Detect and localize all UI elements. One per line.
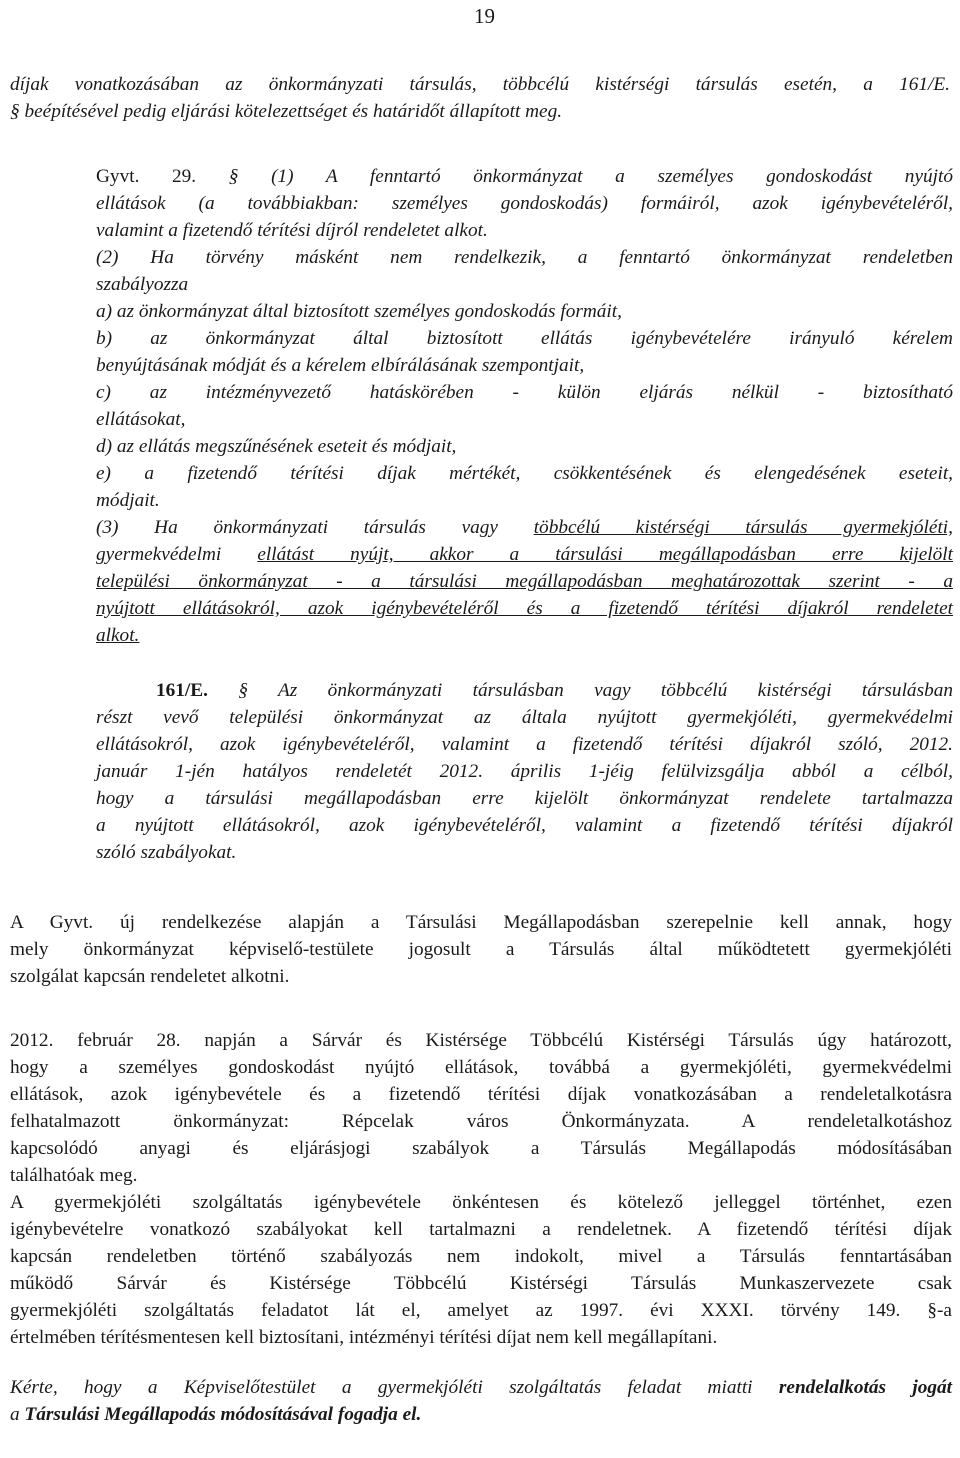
text-line: ellátások, azok igénybevétele és a fizetendő térítési díjak vonatkozásában a rendeletalkotásra	[10, 1084, 952, 1105]
text-line: ellátásokat,	[96, 409, 186, 430]
gyvt-29-section	[96, 163, 953, 649]
text-line: hogy a személyes gondoskodást nyújtó ellátások, továbbá a gyermekjóléti, gyermekvédelmi	[10, 1057, 952, 1078]
text-line: gyermekjóléti szolgáltatás feladatot lát el, amelyet az 1997. évi XXXI. törvény 149. §-a	[10, 1300, 952, 1321]
text-line: mely önkormányzat képviselő-testülete jogosult a Társulás által működtetett gyermekjóléti	[10, 939, 952, 960]
text-line: (2) Ha törvény másként nem rendelkezik, a fenntartó önkormányzat rendeletben	[96, 247, 953, 268]
decision-paragraph	[10, 1027, 952, 1351]
text-line: igénybevételre vonatkozó szabályokat kell tartalmazni a rendeletnek. A fizetendő térítési díjak	[10, 1219, 952, 1240]
list-item: d) az ellátás megszűnésének eseteit és módjait,	[96, 436, 457, 457]
list-item: e) a fizetendő térítési díjak mértékét, csökkentésének és elengedésének eseteit,	[96, 463, 953, 484]
text-line: ellátások (a továbbiakban: személyes gondoskodás) formáiról, azok igénybevételéről,	[96, 193, 953, 214]
bold-text: rendelalkotás jogát	[778, 1377, 952, 1398]
explanation-paragraph	[10, 909, 952, 990]
underlined-text: többcélú kistérségi társulás gyermekjóléti,	[533, 517, 953, 538]
text-line: gyermekvédelmi	[96, 544, 258, 565]
text-line: január 1-jén hatályos rendeletét 2012. április 1-jéig felülvizsgálja abból a célból,	[96, 761, 953, 782]
intro-paragraph	[10, 71, 950, 125]
text-line: benyújtásának módját és a kérelem elbírálásának szempontjait,	[96, 355, 585, 376]
list-item: a) az önkormányzat által biztosított személyes gondoskodás formáit,	[96, 301, 622, 322]
text-line: a nyújtott ellátásokról, azok igénybevételéről, valamint a fizetendő térítési díjakról	[96, 815, 953, 836]
text-line: § Az önkormányzati társulásban vagy többcélú kistérségi társulásban	[238, 680, 953, 701]
text-line: hogy a társulási megállapodásban erre kijelölt önkormányzat rendelete tartalmazza	[96, 788, 953, 809]
text-line: kapcsán rendeletben történő szabályozás nem indokolt, mivel a Társulás fenntartásában	[10, 1246, 952, 1267]
closing-request	[10, 1374, 952, 1428]
text-line: kapcsolódó anyagi és eljárásjogi szabályok a Társulás Megállapodás módosításában	[10, 1138, 952, 1159]
text-line: 2012. február 28. napján a Sárvár és Kistérsége Többcélú Kistérségi Társulás úgy határozott,	[10, 1030, 952, 1051]
text-line: díjak vonatkozásában az önkormányzati társulás, többcélú kistérségi társulás esetén, a 161/E.	[10, 74, 950, 95]
section-heading: 161/E.	[156, 680, 208, 701]
text-line: módjait.	[96, 490, 160, 511]
text-line: Kérte, hogy a Képviselőtestület a gyermekjóléti szolgáltatás feladat miatti	[10, 1377, 779, 1398]
text-line: értelmében térítésmentesen kell biztosítani, intézményi térítési díjat nem kell megállapítani.	[10, 1327, 718, 1348]
text-line: A gyermekjóléti szolgáltatás igénybevétele önkéntesen és kötelező jelleggel történhet, ezen	[10, 1192, 952, 1213]
bold-text: Társulási Megállapodás módosításával fogadja el.	[24, 1404, 422, 1425]
list-item: c) az intézményvezető hatáskörében - külön eljárás nélkül - biztosítható	[96, 382, 953, 403]
underlined-text: ellátást nyújt, akkor a társulási megállapodásban erre kijelölt	[257, 544, 953, 565]
text-line: szolgálat kapcsán rendeletet alkotni.	[10, 966, 290, 987]
text-line: felhatalmazott önkormányzat: Répcelak város Önkormányzata. A rendeletalkotáshoz	[10, 1111, 952, 1132]
gyvt-161e-section	[96, 677, 953, 866]
list-item: b) az önkormányzat által biztosított ellátás igénybevételére irányuló kérelem	[96, 328, 953, 349]
text-line: § (1) A fenntartó önkormányzat a személyes gondoskodást nyújtó	[228, 166, 953, 187]
text-line: a	[10, 1404, 25, 1425]
underlined-text: alkot.	[96, 625, 140, 646]
text-line: (3) Ha önkormányzati társulás vagy	[96, 517, 534, 538]
section-heading: Gyvt. 29.	[96, 166, 197, 187]
text-line: szabályozza	[96, 274, 189, 295]
text-line: valamint a fizetendő térítési díjról rendeletet alkot.	[96, 220, 488, 241]
text-line: § beépítésével pedig eljárási kötelezettséget és határidőt állapított meg.	[10, 101, 563, 122]
page-number: 19	[474, 4, 495, 28]
text-line: részt vevő települési önkormányzat az általa nyújtott gyermekjóléti, gyermekvédelmi	[96, 707, 953, 728]
underlined-text: települési önkormányzat - a társulási megállapodásban meghatározottak szerint - a	[96, 571, 953, 592]
text-line: szóló szabályokat.	[96, 842, 237, 863]
text-line: A Gyvt. új rendelkezése alapján a Társulási Megállapodásban szerepelnie kell annak, hogy	[10, 912, 952, 933]
text-line: működő Sárvár és Kistérsége Többcélú Kistérségi Társulás Munkaszervezete csak	[10, 1273, 952, 1294]
text-line: ellátásokról, azok igénybevételéről, valamint a fizetendő térítési díjakról szóló, 2012.	[96, 734, 953, 755]
text-line: találhatóak meg.	[10, 1165, 138, 1186]
underlined-text: nyújtott ellátásokról, azok igénybevételéről és a fizetendő térítési díjakról rendeletet	[96, 598, 953, 619]
